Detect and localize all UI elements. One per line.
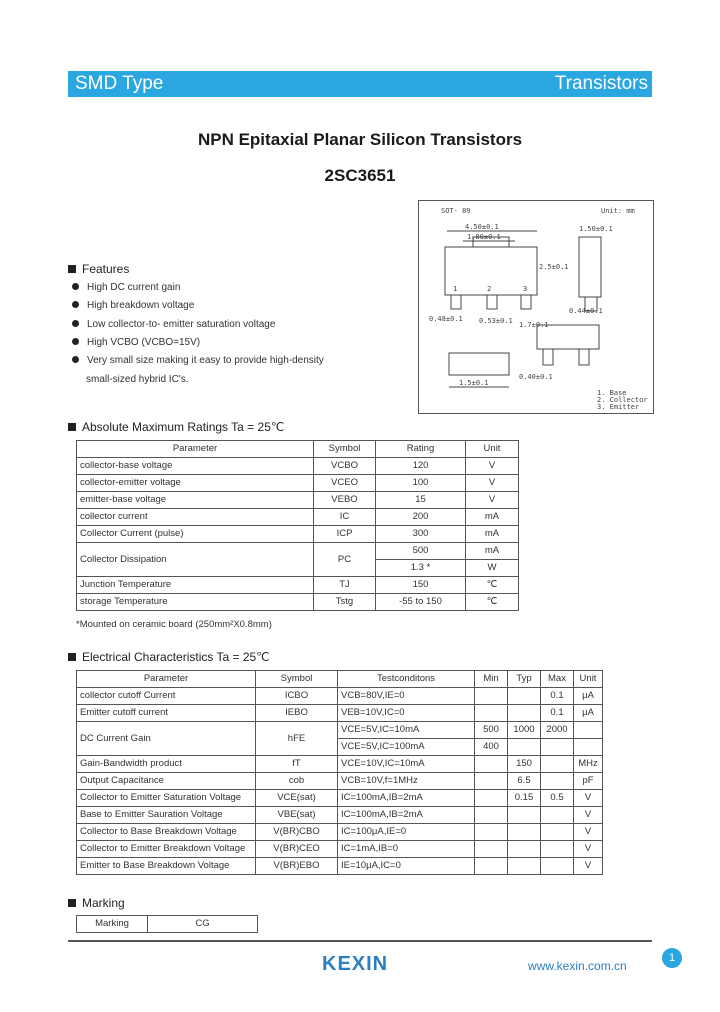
page-title: NPN Epitaxial Planar Silicon Transistors bbox=[197, 130, 523, 149]
table-row: Junction Temperature TJ 150 ℃ bbox=[77, 577, 519, 594]
package-outline-svg bbox=[419, 201, 653, 413]
table-header-row: Parameter Symbol Rating Unit bbox=[77, 441, 519, 458]
table-row: Emitter cutoff current IEBO VEB=10V,IC=0 0.1 μA bbox=[77, 705, 603, 722]
pin-legend: 3. Emitter bbox=[597, 403, 640, 411]
table-row: Output Capacitance cob VCB=10V,f=1MHz 6.5 pF bbox=[77, 773, 603, 790]
bullet-icon bbox=[72, 283, 79, 290]
marking-table bbox=[76, 915, 258, 933]
footer-url[interactable]: www.kexin.com.cn bbox=[528, 959, 627, 973]
table-row: collector-base voltage VCBO 120 V bbox=[77, 458, 519, 475]
table-row: Collector to Emitter Saturation Voltage VCE(sat) IC=100mA,IB=2mA 0.15 0.5 V bbox=[77, 790, 603, 807]
dim-label: 0.48±0.1 bbox=[429, 315, 463, 323]
square-bullet-icon bbox=[68, 423, 76, 431]
table-row: collector-emitter voltage VCEO 100 V bbox=[77, 475, 519, 492]
dim-label: 0.44±0.1 bbox=[569, 307, 603, 315]
elec-table bbox=[76, 670, 603, 875]
square-bullet-icon bbox=[68, 899, 76, 907]
abs-max-heading: Absolute Maximum Ratings Ta = 25℃ bbox=[68, 420, 284, 434]
dim-label: 1.80±0.1 bbox=[467, 233, 501, 241]
elec-heading: Electrical Characteristics Ta = 25℃ bbox=[68, 650, 270, 664]
dim-label: 1.5±0.1 bbox=[459, 379, 489, 387]
dim-label: 1.50±0.1 bbox=[579, 225, 613, 233]
table-row: Collector Dissipation PC 500 mA bbox=[77, 543, 519, 560]
table-row: Collector Current (pulse) ICP 300 mA bbox=[77, 526, 519, 543]
feature-item: Low collector-to- emitter saturation voltage bbox=[72, 319, 275, 330]
part-number: 2SC3651 bbox=[324, 166, 396, 185]
bullet-icon bbox=[72, 301, 79, 308]
package-name: SOT- 89 bbox=[441, 207, 471, 215]
feature-item-cont: small-sized hybrid IC's. bbox=[86, 374, 189, 385]
footer-divider bbox=[68, 940, 652, 942]
table-row: Emitter to Base Breakdown Voltage V(BR)EBO IE=10μA,IC=0 V bbox=[77, 858, 603, 875]
dim-label: 1.7±0.1 bbox=[519, 321, 549, 329]
table-row: Gain-Bandwidth product fT VCE=10V,IC=10mA 150 MHz bbox=[77, 756, 603, 773]
table-row: 1.3 * W bbox=[77, 560, 519, 577]
pin-legend: 2. Collector bbox=[597, 396, 648, 404]
table-row: emitter-base voltage VEBO 15 V bbox=[77, 492, 519, 509]
pin-number: 1 bbox=[453, 285, 458, 293]
header-right: Transistors bbox=[554, 73, 648, 94]
dim-label: 0.53±0.1 bbox=[479, 317, 513, 325]
pin-number: 3 bbox=[523, 285, 528, 293]
table-row: collector cutoff Current ICBO VCB=80V,IE=0 0.1 μA bbox=[77, 688, 603, 705]
table-row: DC Current Gain hFE VCE=5V,IC=10mA 500 1000 2000 bbox=[77, 722, 603, 739]
dim-label: 2.5±0.1 bbox=[539, 263, 569, 271]
bullet-icon bbox=[72, 320, 79, 327]
bullet-icon bbox=[72, 338, 79, 345]
table-row: Marking CG bbox=[77, 916, 258, 933]
feature-item: High DC current gain bbox=[72, 282, 180, 293]
square-bullet-icon bbox=[68, 653, 76, 661]
table-row: collector current IC 200 mA bbox=[77, 509, 519, 526]
footnote: *Mounted on ceramic board (250mm²X0.8mm) bbox=[76, 619, 272, 630]
dim-label: 4.50±0.1 bbox=[465, 223, 499, 231]
feature-item: High breakdown voltage bbox=[72, 300, 194, 311]
table-row: VCE=5V,IC=100mA 400 bbox=[77, 739, 603, 756]
pin-legend: 1. Base bbox=[597, 389, 627, 397]
feature-item: High VCBO (VCBO=15V) bbox=[72, 337, 200, 348]
table-header-row: Parameter Symbol Testconditons Min Typ Max Unit bbox=[77, 671, 603, 688]
package-diagram bbox=[418, 200, 654, 414]
dim-label: 0.40±0.1 bbox=[519, 373, 553, 381]
abs-max-table bbox=[76, 440, 519, 611]
kexin-logo: KEXIN bbox=[322, 953, 389, 975]
unit-label: Unit: mm bbox=[601, 207, 635, 215]
pin-number: 2 bbox=[487, 285, 492, 293]
header-bar bbox=[68, 71, 652, 97]
marking-heading: Marking bbox=[68, 896, 125, 910]
square-bullet-icon bbox=[68, 265, 76, 273]
page-number: 1 bbox=[662, 948, 682, 968]
table-row: Collector to Emitter Breakdown Voltage V(BR)CEO IC=1mA,IB=0 V bbox=[77, 841, 603, 858]
table-row: Collector to Base Breakdown Voltage V(BR)CBO IC=100μA,IE=0 V bbox=[77, 824, 603, 841]
table-row: storage Temperature Tstg -55 to 150 ℃ bbox=[77, 594, 519, 611]
table-row: Base to Emitter Sauration Voltage VBE(sat) IC=100mA,IB=2mA V bbox=[77, 807, 603, 824]
header-left: SMD Type bbox=[75, 73, 164, 94]
bullet-icon bbox=[72, 356, 79, 363]
features-heading: Features bbox=[68, 262, 129, 276]
feature-item: Very small size making it easy to provide high-density bbox=[72, 355, 324, 366]
